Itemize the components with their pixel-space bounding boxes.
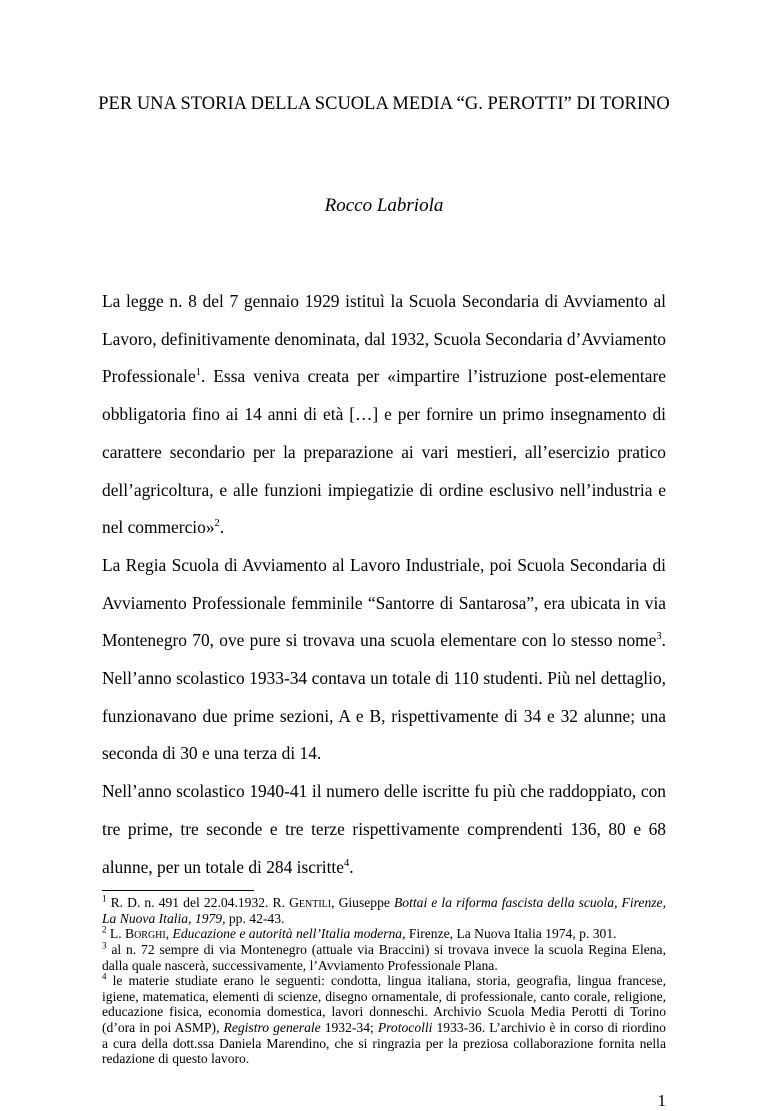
text-run: Protocolli — [377, 1020, 433, 1035]
text-run: Borghi — [125, 926, 166, 942]
footnote-marker: 4 — [343, 857, 350, 869]
paragraph — [102, 547, 666, 773]
text-run: Nell’anno scolastico 1940-41 il numero delle iscritte fu più che raddoppiato, con tre prime, tre seconde e tre terze rispettivamente comprendenti 136, 80 e 68 alunne, per un totale di 284 iscritte — [102, 781, 666, 877]
text-run: La Regia Scuola di Avviamento al Lavoro Industriale, poi Scuola Secondaria di Avviamento Professionale femminile “Santorre di Santarosa”, era ubicata in via Montenegro 70, ove pure si trovava una scuola elementare con lo stesso nome — [102, 554, 666, 651]
text-run: Gentili — [289, 895, 332, 911]
footnote-marker: 1 — [195, 367, 201, 379]
page-number: 1 — [657, 1090, 666, 1110]
text-run: Bottai e la riforma fascista della scuola, Firenze, La Nuova Italia, 1979, — [102, 895, 666, 926]
text-run: , — [165, 926, 173, 942]
text-run: al n. 72 sempre di via Montenegro (attuale via Braccini) si trovava invece la scuola Regina Elena, dalla quale nascerà, successivamente, l’Avviamento Professionale Plana. — [102, 942, 666, 973]
paragraph — [102, 773, 666, 886]
footnote-marker: 1 — [102, 893, 107, 904]
text-run: pp. 42-43. — [225, 910, 285, 926]
document-title: PER UNA STORIA DELLA SCUOLA MEDIA “G. PEROTTI” DI TORINO — [98, 94, 670, 114]
footnote-separator — [102, 890, 254, 891]
footnote — [102, 926, 666, 942]
footnote-marker: 2 — [102, 924, 107, 935]
footnote — [102, 942, 666, 973]
text-run: R. D. n. 491 del 22.04.1932. R. — [106, 895, 290, 911]
footnote-marker: 3 — [102, 940, 107, 951]
text-run: L. — [106, 926, 125, 942]
footnote — [102, 973, 666, 1067]
paragraph — [102, 283, 666, 547]
text-run: Registro generale — [223, 1020, 321, 1035]
text-run: Educazione e autorità nell’Italia moderna — [172, 926, 403, 942]
body-text — [102, 283, 666, 886]
footnote-marker: 4 — [102, 971, 107, 982]
page-content — [102, 283, 666, 1111]
author-name: Rocco Labriola — [324, 195, 444, 216]
text-run: 1933-36. L’archivio è in corso di riordino a cura della dott.ssa Daniela Marendino, che si ringrazia per la preziosa collaborazione fornita nella redazione di questo lavoro. — [102, 1020, 666, 1067]
text-run: , Firenze, La Nuova Italia 1974, p. 301. — [402, 926, 617, 942]
text-run: . — [219, 517, 225, 538]
text-run: 1932-34; — [320, 1020, 378, 1035]
footnote — [102, 895, 666, 926]
text-run: , Giuseppe — [331, 895, 394, 911]
text-run: le materie studiate erano le seguenti: condotta, lingua italiana, storia, geografia, lingua francese, igiene, matematica, elementi di scienze, disegno ornamentale, di professionale, canto corale, religione, educazione fisica, economia domestica, lavori donneschi. Archivio Scuola Media Perotti di Torino (d’ora in poi ASMP), — [102, 973, 666, 1035]
text-run: . Nell’anno scolastico 1933-34 contava un totale di 110 studenti. Più nel dettaglio, funzionavano due prime sezioni, A e B, rispettivamente di 34 e 32 alunne; una seconda di 30 e una terza di 14. — [102, 630, 666, 764]
text-run: . Essa veniva creata per «impartire l’istruzione post-elementare obbligatoria fino ai 14 anni di età […] e per fornire un primo insegnamento di carattere secondario per la preparazione ai vari mestieri, all’esercizio pratico dell’agricoltura, e alle funzioni impiegatizie di ordine esclusivo nell’industria e nel commercio» — [102, 366, 666, 538]
footnote-marker: 3 — [656, 631, 662, 643]
footnotes — [102, 895, 666, 1067]
footnote-marker: 2 — [214, 518, 220, 530]
text-run: . — [349, 856, 354, 877]
text-run: La legge n. 8 del 7 gennaio 1929 istituì la Scuola Secondaria di Avviamento al Lavoro, definitivamente denominata, dal 1932, Scuola Secondaria d’Avviamento Professionale — [102, 291, 666, 387]
